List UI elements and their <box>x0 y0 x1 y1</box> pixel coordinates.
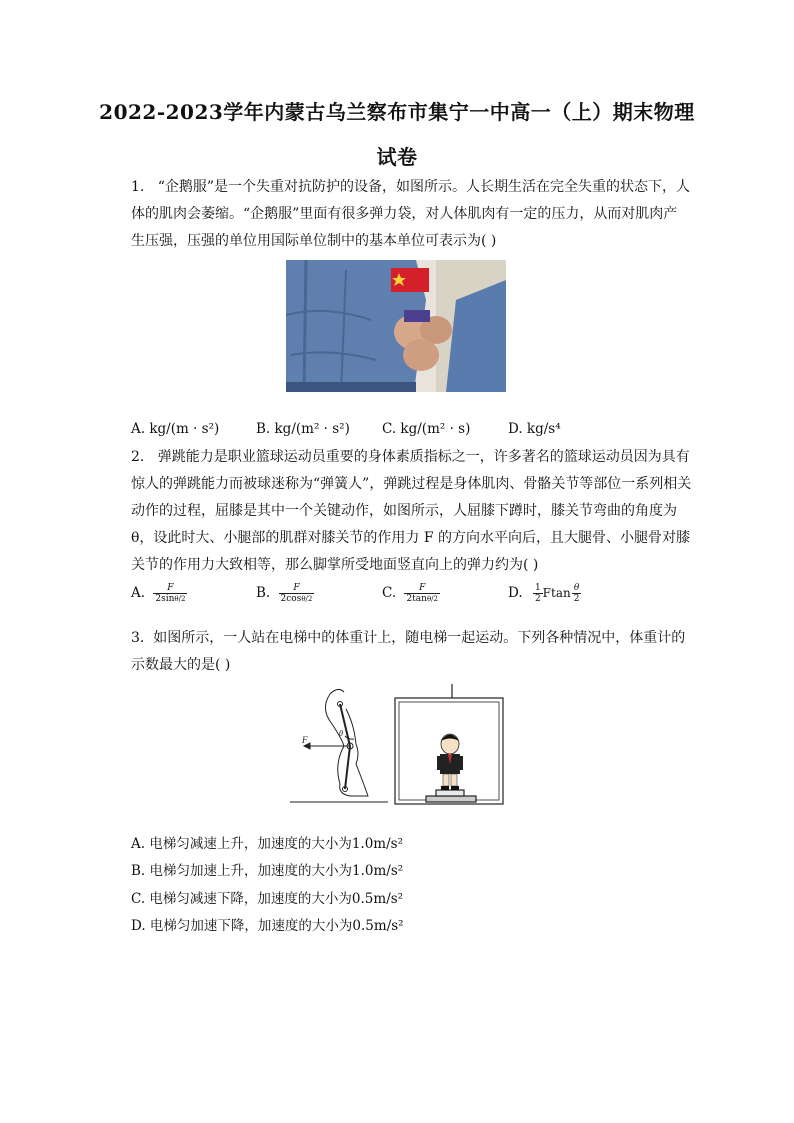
knee-diagram <box>290 689 388 802</box>
q3-option-d[interactable]: D. 电梯匀加速下降，加速度的大小为0.5m/s² <box>131 918 404 934</box>
q1-option-b[interactable]: B. kg/(m² · s²) <box>256 421 350 437</box>
q2-option-b-fraction <box>279 583 315 604</box>
q2-d-two: 2 <box>573 594 580 604</box>
q2-b-den-text: 2cos <box>280 594 302 604</box>
question-3 <box>131 625 696 679</box>
q2-option-a-label: A. <box>131 585 146 601</box>
question-3-text: 如图所示，一人站在电梯中的体重计上，随电梯一起运动。下列各种情况中，体重计的示数最大的是( ) <box>131 630 686 673</box>
figures-knee-and-elevator <box>290 684 505 806</box>
question-1-text: “企鹅服”是一个失重对抗防护的设备，如图所示。人长期生活在完全失重的状态下，人体的肌肉会萎缩。“企鹅服”里面有很多弹力袋，对人体肌肉有一定的压力，从而对肌肉产生压强，压强的单位用国际单位制中的基本单位可表示为( ) <box>131 179 691 249</box>
penguin-suit-photo <box>286 260 506 392</box>
penguin-suit-photo-drawing <box>286 260 506 392</box>
q1-option-c[interactable]: C. kg/(m² · s) <box>382 421 471 437</box>
question-1 <box>131 174 691 255</box>
q3-option-c[interactable]: C. 电梯匀减速下降，加速度的大小为0.5m/s² <box>131 891 404 907</box>
person-on-scale <box>437 734 463 790</box>
question-2 <box>131 444 696 579</box>
q2-a-two: 2 <box>180 595 186 603</box>
q2-option-d[interactable] <box>508 583 581 604</box>
q2-d-half-fraction <box>533 583 543 604</box>
q2-a-numerator: F <box>153 583 187 594</box>
q2-a-half-angle: θ/2 <box>174 595 186 603</box>
q2-option-d-label: D. <box>508 585 523 601</box>
q3-option-b[interactable]: B. 电梯匀加速上升，加速度的大小为1.0m/s² <box>131 863 404 879</box>
exam-title-line1: 2022-2023学年内蒙古乌兰察布市集宁一中高一（上）期末物理 <box>99 100 695 124</box>
q2-a-denominator <box>153 594 187 604</box>
question-1-number: 1. <box>131 179 145 195</box>
exam-title-line2: 试卷 <box>376 145 418 169</box>
q2-b-two: 2 <box>307 595 313 603</box>
question-3-number: 3. <box>131 630 145 646</box>
q2-option-b[interactable] <box>256 583 314 604</box>
q2-d-angle-fraction <box>572 583 582 604</box>
q2-option-c[interactable] <box>382 583 440 604</box>
q2-d-ftan: Ftan <box>542 586 571 600</box>
q2-option-a-fraction <box>153 583 187 604</box>
q2-c-half-angle: θ/2 <box>426 595 438 603</box>
figures-drawing <box>290 684 505 806</box>
q2-c-denominator <box>404 594 440 604</box>
q2-c-den-text: 2tan <box>406 594 427 604</box>
q1-option-d[interactable]: D. kg/s⁴ <box>508 421 561 437</box>
q2-option-c-fraction <box>404 583 440 604</box>
q2-a-den-text: 2sin <box>155 594 175 604</box>
q2-b-theta: θ <box>301 595 306 603</box>
q2-option-a[interactable] <box>131 583 187 604</box>
q2-d-half-den: 2 <box>534 594 541 604</box>
q1-option-a[interactable]: A. kg/(m · s²) <box>131 421 220 437</box>
q2-option-c-label: C. <box>382 585 397 601</box>
q2-c-theta: θ <box>426 595 432 603</box>
angle-theta-label: θ <box>339 729 343 738</box>
q2-a-theta: θ <box>174 595 179 603</box>
q2-option-b-label: B. <box>256 585 271 601</box>
q2-c-numerator: F <box>404 583 440 594</box>
q2-b-half-angle: θ/2 <box>301 595 313 603</box>
q2-c-two: 2 <box>433 595 438 603</box>
force-f-label: F <box>302 735 308 745</box>
q2-d-theta: θ <box>572 583 582 594</box>
q3-option-a[interactable]: A. 电梯匀减速上升，加速度的大小为1.0m/s² <box>131 836 403 852</box>
q2-b-numerator: F <box>279 583 315 594</box>
question-2-number: 2. <box>131 449 145 465</box>
question-2-text: 弹跳能力是职业篮球运动员重要的身体素质指标之一，许多著名的篮球运动员因为具有惊人的弹跳能力而被球迷称为“弹簧人”，弹跳过程是身体肌肉、骨骼关节等部位一系列相关动作的过程，屈膝是其中一个关键动作，如图所示，人屈膝下蹲时，膝关节弯曲的角度为θ，设此时大、小腿部的肌群对膝关节的作用力 F 的方向水平向后，且大腿骨、小腿骨对膝关节的作用力大致相等，那么脚掌所受地面竖直向上的弹力约为( ) <box>131 449 692 573</box>
q2-b-denominator <box>279 594 315 604</box>
q2-d-half-num: 1 <box>534 583 541 593</box>
